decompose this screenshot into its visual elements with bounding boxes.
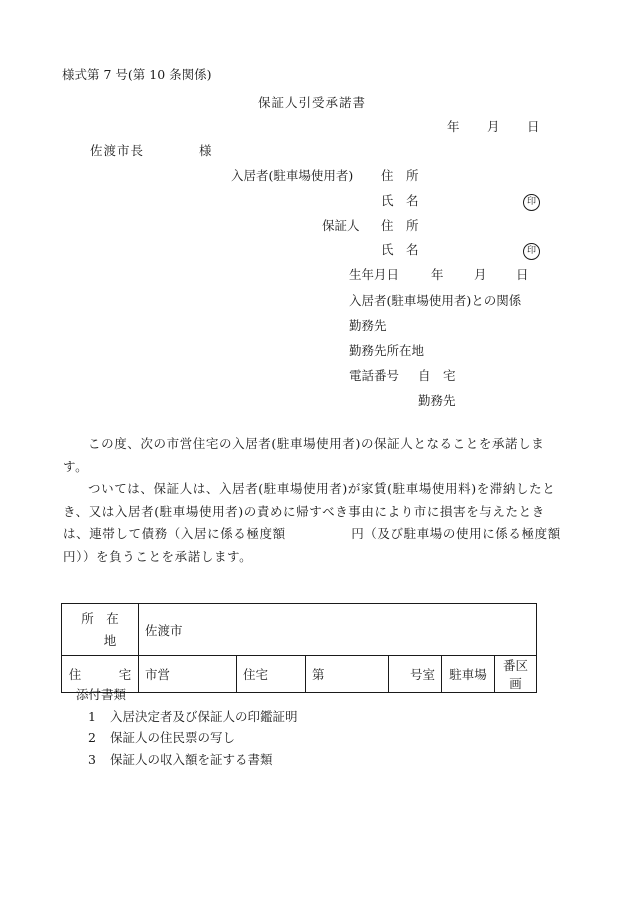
guarantor-label: 保証人 [322, 218, 360, 233]
consent-paragraph: この度、次の市営住宅の入居者(駐車場使用者)の保証人となることを承諾します。 [63, 436, 545, 474]
resident-seal-icon: 印 [523, 194, 540, 211]
guarantor-seal-icon: 印 [523, 243, 540, 260]
body-text [63, 433, 614, 568]
document-title: 保証人引受承諾書 [258, 95, 367, 110]
attachment-item [76, 706, 298, 728]
resident-label: 入居者(駐車場使用者) [231, 168, 354, 183]
resident-address-label: 住 所 [381, 168, 419, 183]
addressee: 佐渡市長 [90, 143, 145, 158]
property-table [61, 603, 537, 693]
location-label-1: 所 在 [81, 610, 119, 626]
housing-label-cell: 住 宅 [62, 656, 139, 693]
workplace-address-label: 勤務先所在地 [349, 343, 425, 358]
attachments-section [76, 684, 298, 770]
birth-date-label: 生年月日 [349, 267, 400, 282]
guarantor-address-label: 住 所 [381, 218, 419, 233]
phone-work-label: 勤務先 [418, 393, 456, 408]
attachment-text: 保証人の収入額を証する書類 [110, 751, 273, 767]
liability-paragraph: ついては、保証人は、入居者(駐車場使用者)が家賃(駐車場使用料)を滞納したとき、又は入居者(駐車場使用者)の責めに帰すべき事由により市に損害を与えたときは、連帯して債務（入居に係る極度額 円（及び駐車場の使用に係る極度額 円））を負うことを承諾します。 [63, 481, 614, 564]
guarantor-name-label: 氏 名 [381, 242, 419, 257]
resident-name-label: 氏 名 [381, 193, 419, 208]
relation-label: 入居者(駐車場使用者)との関係 [349, 293, 522, 308]
form-number: 様式第 7 号(第 10 条関係) [62, 67, 212, 82]
attachments-title: 添付書類 [76, 687, 127, 702]
phone-label: 電話番号 [349, 368, 400, 383]
location-row [62, 604, 537, 656]
attachment-text: 保証人の住民票の写し [110, 730, 236, 745]
phone-home-label: 自 宅 [418, 368, 456, 383]
location-label-cell [62, 604, 139, 656]
birth-month-label: 月 [474, 267, 487, 282]
room-number-cell: 号室 [389, 656, 442, 693]
attachment-text: 入居決定者及び保証人の印鑑証明 [110, 708, 298, 724]
date-month-label: 月 [487, 119, 500, 134]
parking-number-cell: 番区画 [495, 656, 537, 693]
attachment-number: 3 [88, 751, 96, 767]
workplace-label: 勤務先 [349, 318, 387, 333]
location-value-cell: 佐渡市 [139, 604, 537, 656]
location-label-2: 地 [103, 632, 117, 648]
attachment-number: 2 [88, 730, 96, 745]
attachment-item [76, 749, 298, 771]
birth-day-label: 日 [516, 267, 529, 282]
date-day-label: 日 [527, 119, 540, 134]
birth-year-label: 年 [431, 267, 444, 282]
city-housing-cell: 市営 [139, 656, 237, 693]
housing-cell: 住宅 [237, 656, 306, 693]
attachment-item [76, 727, 298, 749]
date-year-label: 年 [447, 119, 460, 134]
parking-label-cell: 駐車場 [442, 656, 495, 693]
building-number-cell: 第 [306, 656, 389, 693]
attachment-number: 1 [88, 708, 96, 724]
addressee-honorific: 様 [199, 143, 212, 158]
